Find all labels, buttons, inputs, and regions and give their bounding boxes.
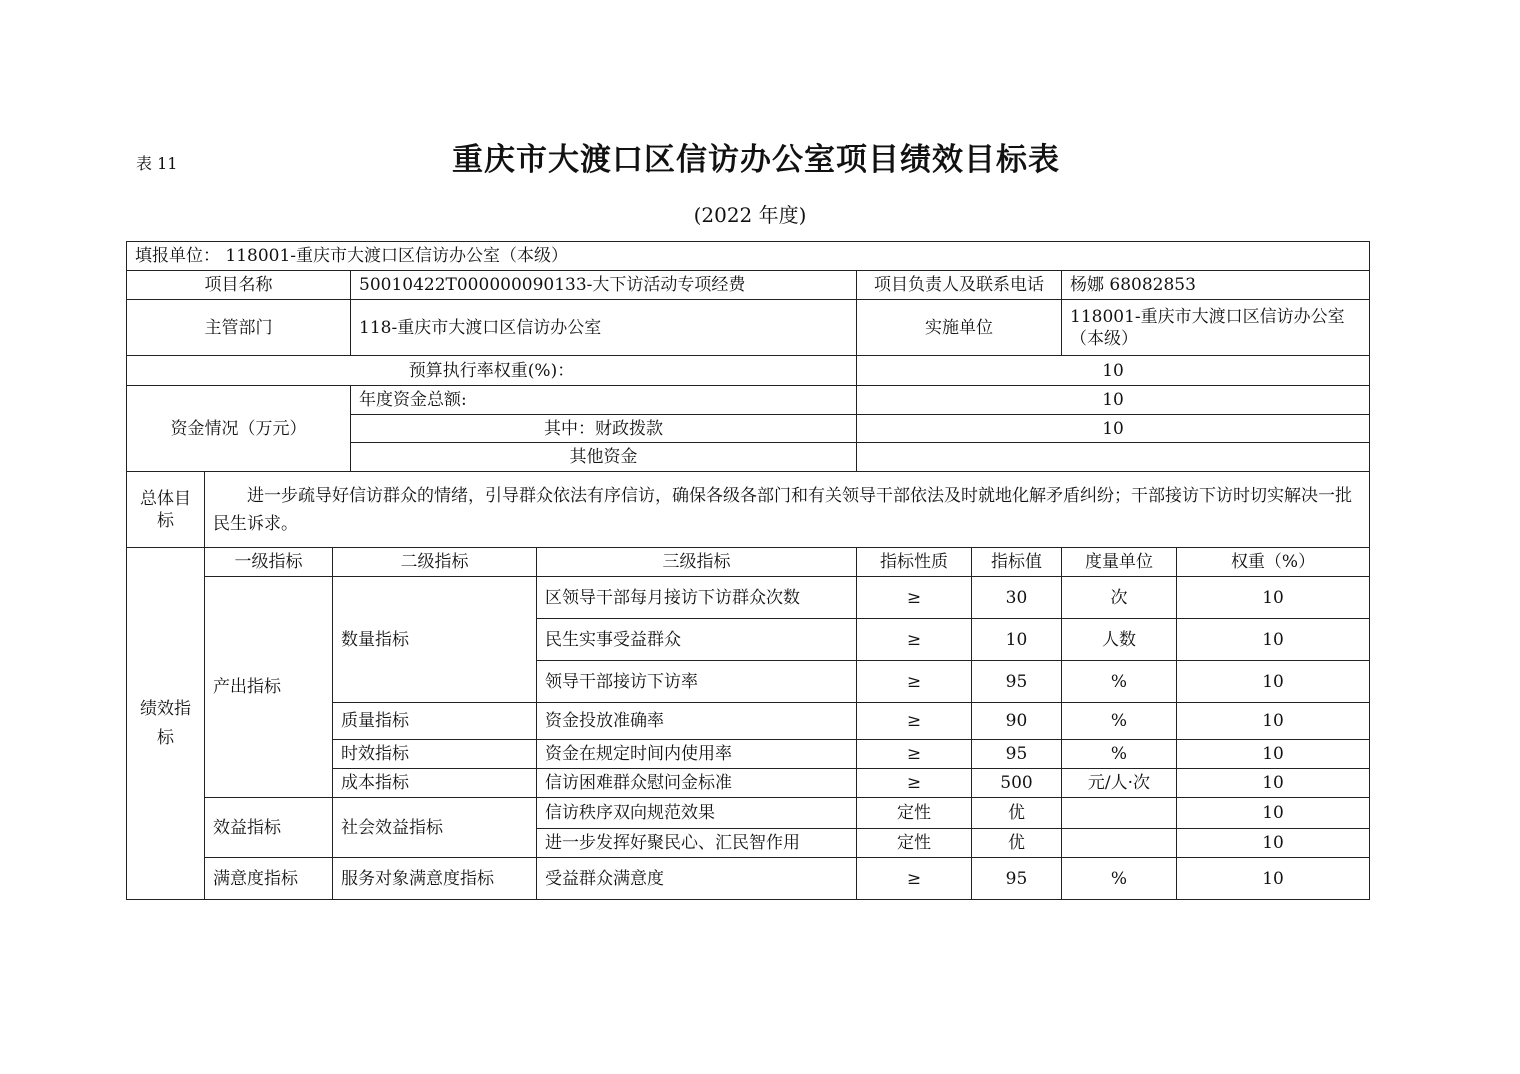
indicator-weight: 10 (1177, 829, 1370, 858)
header-weight: 权重（%） (1177, 548, 1370, 577)
indicator-unit (1062, 829, 1177, 858)
indicator-name: 信访秩序双向规范效果 (537, 798, 857, 829)
level1-benefit: 效益指标 (205, 798, 333, 858)
indicator-name: 受益群众满意度 (537, 858, 857, 900)
funds-label: 资金情况（万元） (127, 386, 351, 472)
indicator-name: 区领导干部每月接访下访群众次数 (537, 577, 857, 619)
funds-fiscal-value: 10 (857, 415, 1370, 443)
indicator-unit (1062, 798, 1177, 829)
indicator-name: 资金在规定时间内使用率 (537, 740, 857, 769)
header-unit: 度量单位 (1062, 548, 1177, 577)
project-name: 50010422T000000090133-大下访活动专项经费 (351, 271, 857, 300)
indicator-weight: 10 (1177, 661, 1370, 703)
level2-cost: 成本指标 (333, 769, 537, 798)
fill-unit: 填报单位： 118001-重庆市大渡口区信访办公室（本级） (127, 242, 1370, 271)
indicator-nature: 定性 (857, 798, 972, 829)
indicator-nature: ≥ (857, 661, 972, 703)
indicator-name: 民生实事受益群众 (537, 619, 857, 661)
indicator-unit: % (1062, 703, 1177, 740)
indicator-nature: ≥ (857, 769, 972, 798)
funds-other-value (857, 443, 1370, 472)
dept-label: 主管部门 (127, 300, 351, 356)
indicator-weight: 10 (1177, 740, 1370, 769)
indicator-value: 优 (972, 829, 1062, 858)
indicator-nature: ≥ (857, 858, 972, 900)
indicator-unit: % (1062, 740, 1177, 769)
document-title-text: 重庆市大渡口区信访办公室项目绩效目标表 (452, 142, 1060, 178)
level1-satisfaction: 满意度指标 (205, 858, 333, 900)
indicator-weight: 10 (1177, 798, 1370, 829)
indicator-value: 30 (972, 577, 1062, 619)
document-title (0, 134, 1520, 179)
table-row (127, 858, 1370, 900)
indicator-unit: 元/人·次 (1062, 769, 1177, 798)
funds-total-value: 10 (857, 386, 1370, 415)
indicator-unit: 人数 (1062, 619, 1177, 661)
owner-contact: 杨娜 68082853 (1062, 271, 1370, 300)
indicators-section-label: 绩效指标 (127, 548, 205, 900)
budget-rate-label: 预算执行率权重(%)： (127, 356, 857, 386)
indicator-nature: ≥ (857, 703, 972, 740)
indicator-nature: ≥ (857, 740, 972, 769)
level2-social-benefit: 社会效益指标 (333, 798, 537, 858)
indicator-unit: 次 (1062, 577, 1177, 619)
indicator-nature: ≥ (857, 577, 972, 619)
table-row (127, 798, 1370, 829)
impl-value: 118001-重庆市大渡口区信访办公室（本级） (1062, 300, 1370, 356)
budget-rate-value: 10 (857, 356, 1370, 386)
indicator-nature: ≥ (857, 619, 972, 661)
goal-label: 总体目标 (127, 472, 205, 548)
table-number: 表 11 (136, 154, 178, 173)
header-value: 指标值 (972, 548, 1062, 577)
dept-value: 118-重庆市大渡口区信访办公室 (351, 300, 857, 356)
indicator-value: 95 (972, 740, 1062, 769)
project-name-label: 项目名称 (127, 271, 351, 300)
indicator-name: 资金投放准确率 (537, 703, 857, 740)
funds-fiscal-label: 其中：财政拨款 (351, 415, 857, 443)
table-row (127, 577, 1370, 619)
indicator-unit: % (1062, 858, 1177, 900)
indicator-weight: 10 (1177, 703, 1370, 740)
indicator-unit: % (1062, 661, 1177, 703)
indicator-weight: 10 (1177, 858, 1370, 900)
header-level1: 一级指标 (205, 548, 333, 577)
indicator-weight: 10 (1177, 769, 1370, 798)
funds-total-label: 年度资金总额: (351, 386, 857, 415)
header-level2: 二级指标 (333, 548, 537, 577)
indicator-nature: 定性 (857, 829, 972, 858)
indicator-value: 90 (972, 703, 1062, 740)
level2-quantity: 数量指标 (333, 577, 537, 703)
indicator-value: 500 (972, 769, 1062, 798)
indicator-name: 信访困难群众慰问金标准 (537, 769, 857, 798)
level1-output: 产出指标 (205, 577, 333, 798)
indicator-name: 进一步发挥好聚民心、汇民智作用 (537, 829, 857, 858)
indicator-value: 优 (972, 798, 1062, 829)
indicator-name: 领导干部接访下访率 (537, 661, 857, 703)
indicator-value: 95 (972, 858, 1062, 900)
indicator-value: 95 (972, 661, 1062, 703)
level2-timeliness: 时效指标 (333, 740, 537, 769)
funds-other-label: 其他资金 (351, 443, 857, 472)
header-level3: 三级指标 (537, 548, 857, 577)
performance-target-table (126, 241, 1370, 900)
indicator-weight: 10 (1177, 619, 1370, 661)
indicator-value: 10 (972, 619, 1062, 661)
goal-text: 进一步疏导好信访群众的情绪，引导群众依法有序信访，确保各级各部门和有关领导干部依法及时就地化解矛盾纠纷；干部接访下访时切实解决一批民生诉求。 (205, 472, 1370, 548)
header-nature: 指标性质 (857, 548, 972, 577)
document-year: (2022 年度) (693, 203, 807, 227)
level2-quality: 质量指标 (333, 703, 537, 740)
indicator-weight: 10 (1177, 577, 1370, 619)
owner-label: 项目负责人及联系电话 (857, 271, 1062, 300)
impl-label: 实施单位 (857, 300, 1062, 356)
level2-service-satisfaction: 服务对象满意度指标 (333, 858, 537, 900)
